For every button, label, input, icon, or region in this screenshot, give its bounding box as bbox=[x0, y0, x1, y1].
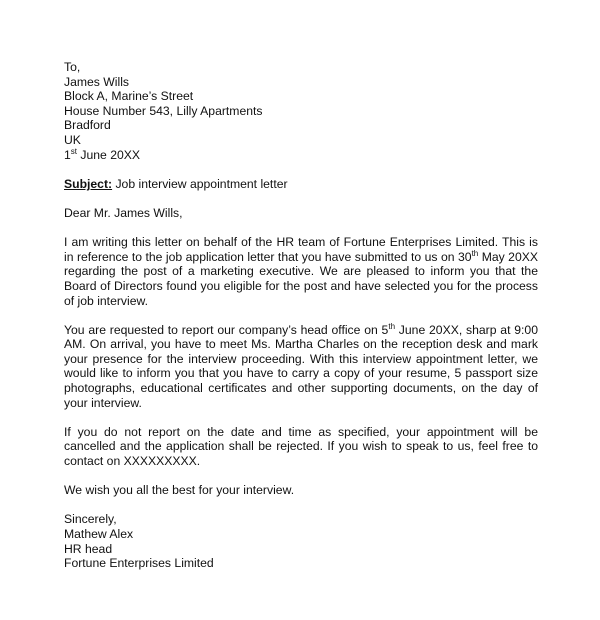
recipient-house: House Number 543, Lilly Apartments bbox=[64, 103, 263, 118]
greeting: Dear Mr. James Wills, bbox=[64, 205, 183, 220]
recipient-name: James Wills bbox=[64, 74, 130, 89]
signature-name: Mathew Alex bbox=[64, 527, 134, 541]
paragraph-2-b: June 20XX, sharp at 9:00 AM. On arrival, you have to meet Ms. Martha Charles on the reception desk and mark your presence for the interview proceeding. With this interview appointment letter, we would like to inform you that you have to carry a copy of your resume, 5 passport size photographs, educational certificates and other supporting documents, on the day of your interview. bbox=[64, 322, 538, 410]
recipient-street: Block A, Marine’s Street bbox=[64, 89, 194, 104]
paragraph-3: If you do not report on the date and time as specified, your appointment will be cancelled and the application shall be rejected. If you wish to speak to us, feel free to contact on XXXXXXXXX. bbox=[64, 424, 538, 469]
letter-body bbox=[64, 60, 538, 571]
signature-closing: Sincerely, bbox=[64, 512, 117, 527]
subject-text: Job interview appointment letter bbox=[112, 176, 288, 191]
paragraph-1-sup: th bbox=[471, 248, 479, 258]
letter-date bbox=[64, 148, 538, 163]
recipient-city: Bradford bbox=[64, 118, 111, 133]
paragraph-2 bbox=[64, 323, 538, 411]
paragraph-2-sup: th bbox=[388, 321, 396, 331]
signature-title: HR head bbox=[64, 541, 113, 556]
recipient-country: UK bbox=[64, 132, 81, 147]
date-suffix: st bbox=[70, 146, 78, 156]
paragraph-1-a: I am writing this letter on behalf of the HR team of Fortune Enterprises Limited. This is in reference to the job application letter that you have submitted to us on 30 bbox=[64, 235, 538, 264]
signature-block bbox=[64, 512, 538, 570]
paragraph-2-a: You are requested to report our company’s head office on 5 bbox=[64, 322, 389, 337]
paragraph-1-b: May 20XX regarding the post of a marketing executive. We are pleased to inform you that the Board of Directors found you eligible for the post and have selected you for the process of job interview. bbox=[64, 249, 538, 308]
subject-line bbox=[64, 177, 538, 192]
address-to: To, bbox=[64, 60, 81, 74]
date-day: 1 bbox=[64, 147, 71, 162]
paragraph-1 bbox=[64, 235, 538, 308]
subject-label: Subject: bbox=[64, 176, 113, 191]
paragraph-4: We wish you all the best for your interview. bbox=[64, 483, 295, 498]
signature-company: Fortune Enterprises Limited bbox=[64, 556, 214, 571]
date-rest: June 20XX bbox=[77, 147, 141, 162]
recipient-address bbox=[64, 60, 538, 162]
